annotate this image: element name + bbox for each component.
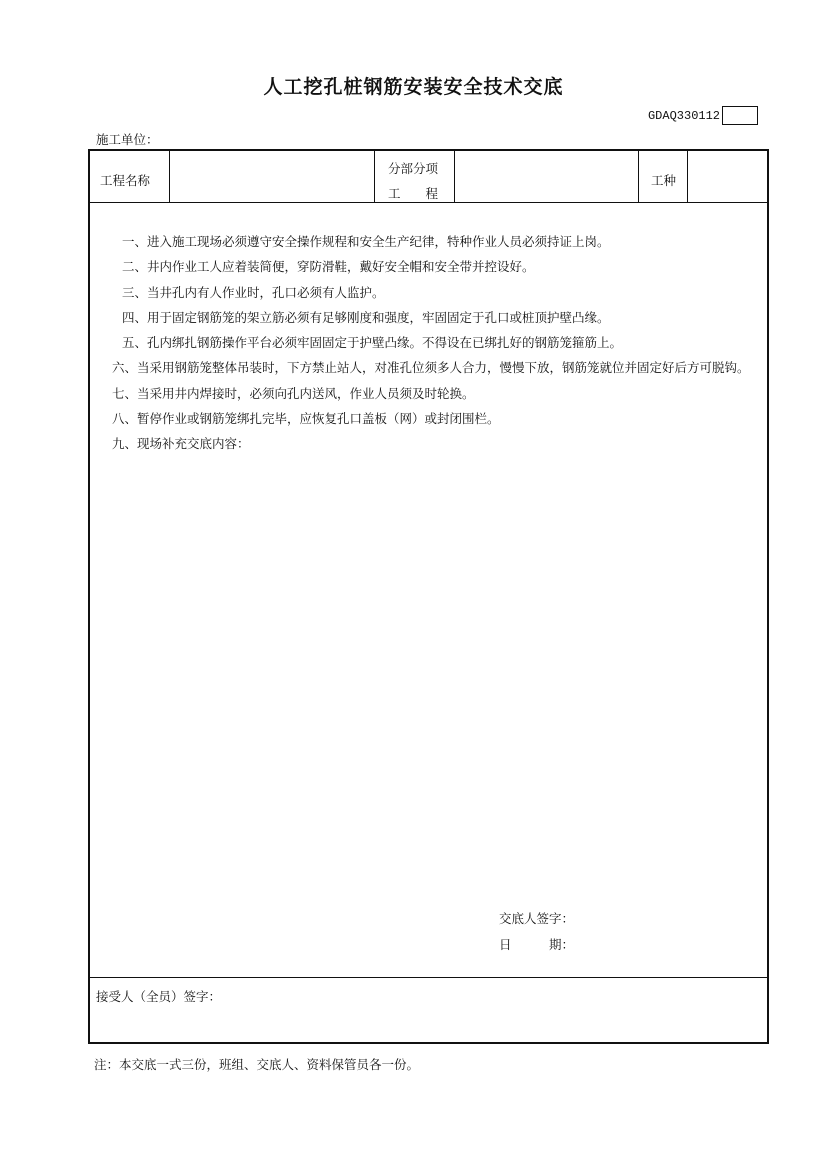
list-item: 五、孔内绑扎钢筋操作平台必须牢固固定于护壁凸缘。不得设在已绑扎好的钢筋笼箍筋上。 xyxy=(122,335,623,351)
divider xyxy=(169,151,170,202)
document-title: 人工挖孔桩钢筋安装安全技术交底 xyxy=(263,76,564,98)
divider xyxy=(90,977,767,978)
list-item: 六、当采用钢筋笼整体吊装时，下方禁止站人，对准孔位须多人合力，慢慢下放，钢筋笼就位并固定好后方可脱钩。 xyxy=(112,360,750,376)
sub-project-label-line2: 工 程 xyxy=(388,186,439,201)
receiver-signature-label: 接受人（全员）签字： xyxy=(96,989,222,1004)
sub-project-field[interactable] xyxy=(458,151,634,200)
list-item: 一、进入施工现场必须遵守安全操作规程和安全生产纪律，特种作业人员必须持证上岗。 xyxy=(122,234,610,249)
disclosure-form xyxy=(88,149,769,1044)
divider xyxy=(90,202,767,203)
list-item: 八、暂停作业或钢筋笼绑扎完毕，应恢复孔口盖板（网）或封闭围栏。 xyxy=(112,411,500,427)
list-item: 二、井内作业工人应着装简便，穿防滑鞋，戴好安全帽和安全带并控设好。 xyxy=(122,259,535,275)
work-type-label: 工种 xyxy=(651,173,677,188)
construction-unit-label: 施工单位： xyxy=(96,132,159,147)
sub-project-label: 分部分项 xyxy=(388,161,439,176)
divider xyxy=(638,151,639,202)
work-type-field[interactable] xyxy=(691,151,767,200)
footnote: 注：本交底一式三份，班组、交底人、资料保管员各一份。 xyxy=(94,1057,420,1072)
document-code-row xyxy=(648,106,758,125)
presenter-signature-label: 交底人签字： xyxy=(499,911,575,926)
document-code: GDAQ330112 xyxy=(647,108,720,123)
project-name-label: 工程名称 xyxy=(100,173,151,188)
divider xyxy=(374,151,375,202)
date-label: 日 期： xyxy=(499,937,575,952)
list-item: 三、当井孔内有人作业时，孔口必须有人监护。 xyxy=(122,284,385,300)
list-item: 四、用于固定钢筋笼的架立筋必须有足够刚度和强度，牢固固定于孔口或桩顶护壁凸缘。 xyxy=(122,309,610,325)
receiver-signature-field[interactable] xyxy=(220,981,760,1039)
project-name-field[interactable] xyxy=(182,151,370,200)
disclosure-items xyxy=(90,229,763,457)
divider xyxy=(454,151,455,202)
list-item: 九、现场补充交底内容： xyxy=(112,436,250,452)
document-number-box[interactable] xyxy=(722,106,758,125)
list-item: 七、当采用井内焊接时，必须向孔内送风，作业人员须及时轮换。 xyxy=(112,385,475,401)
divider xyxy=(687,151,688,202)
